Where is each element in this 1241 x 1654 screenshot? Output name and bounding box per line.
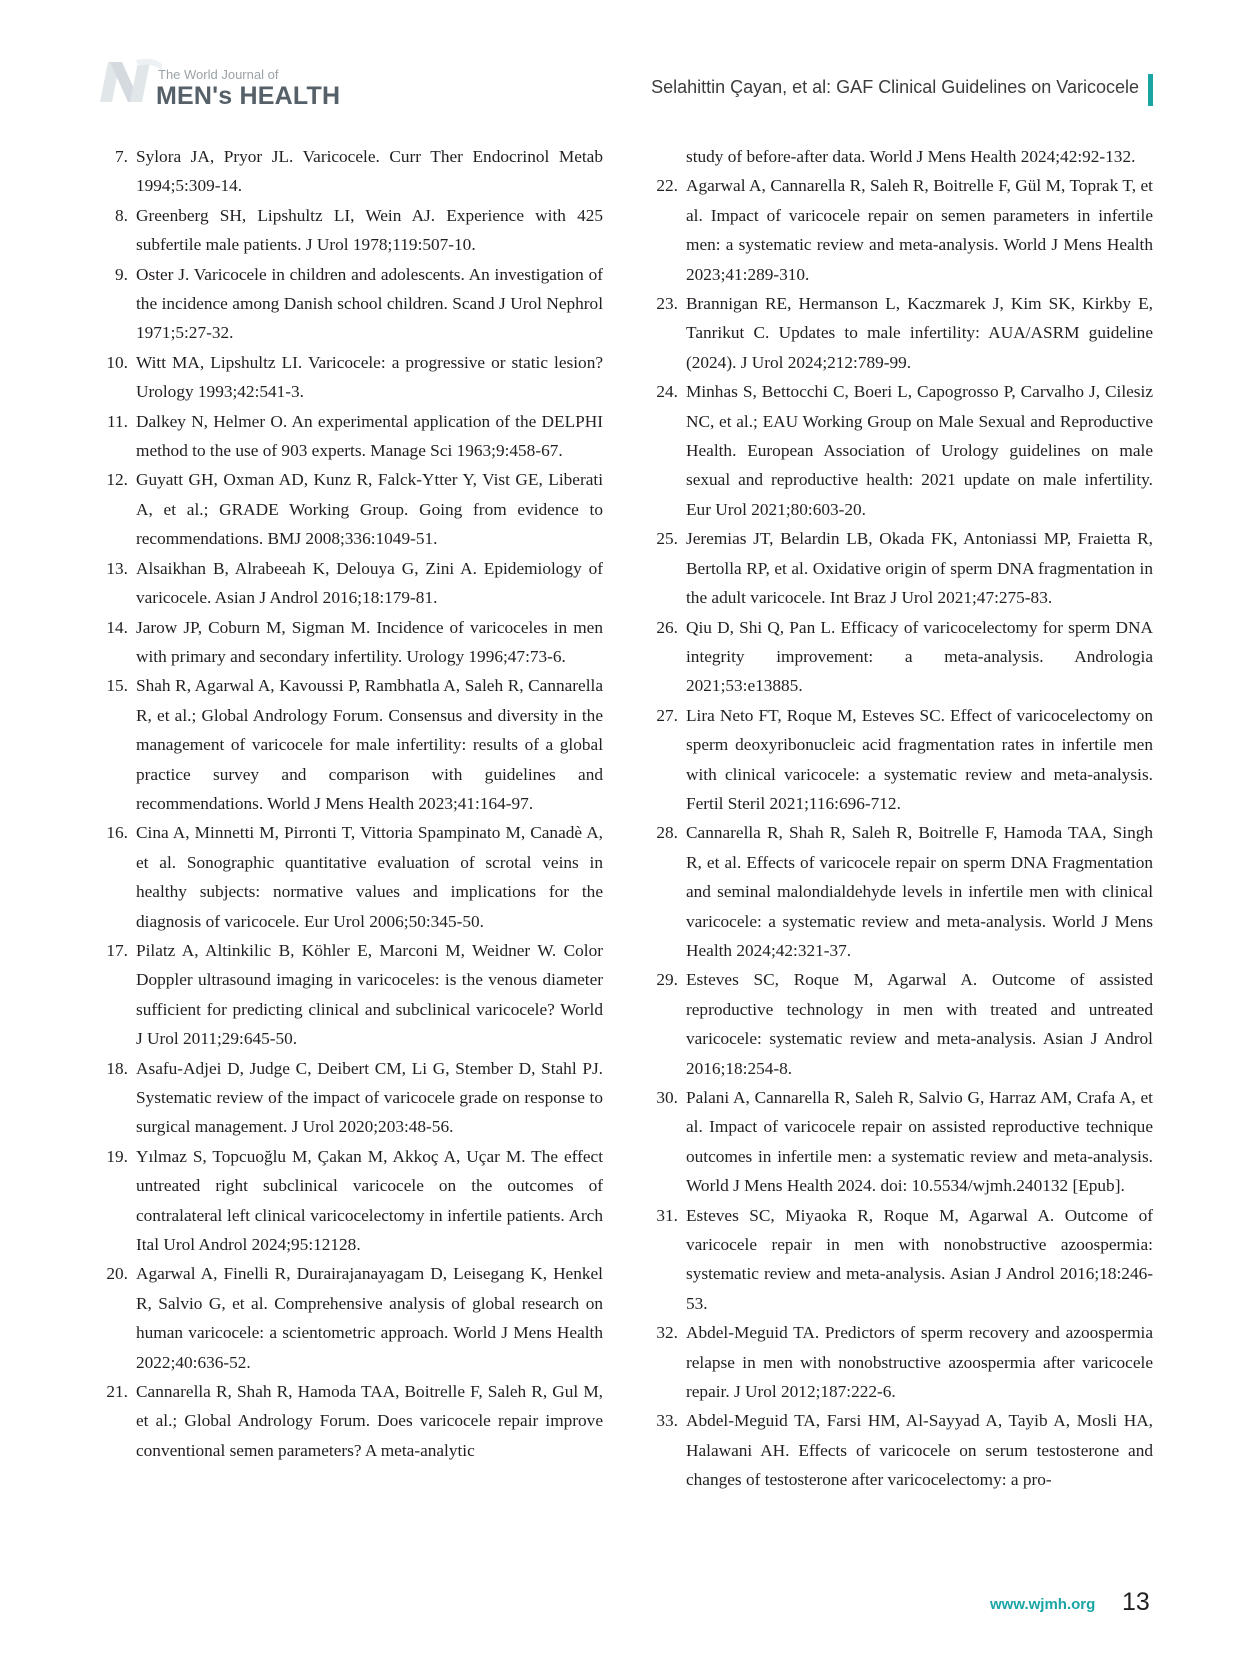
journal-url[interactable]: www.wjmh.org [990,1596,1096,1613]
reference-number: 8. [115,205,128,225]
reference-item [100,201,603,260]
reference-text: Shah R, Agarwal A, Kavoussi P, Rambhatla A, Saleh R, Cannarella R, et al.; Global Andrology Forum. Consensus and diversity in the management of varicocele for male infertility: results of a global practice survey and comparison with guidelines and recommendations. World J Mens Health 2023;41:164-97. [136,676,603,813]
reference-number: 11. [107,411,128,431]
reference-text: Dalkey N, Helmer O. An experimental application of the DELPHI method to the use of 903 experts. Manage Sci 1963;9:458-67. [136,411,603,461]
reference-item [100,613,603,672]
reference-text: Cannarella R, Shah R, Hamoda TAA, Boitrelle F, Saleh R, Gul M, et al.; Global Andrology Forum. Does varicocele repair improve conventional semen parameters? A meta-analytic [136,1382,603,1460]
reference-number: 13. [106,558,128,578]
reference-text: Cina A, Minnetti M, Pirronti T, Vittoria Spampinato M, Canadè A, et al. Sonographic quantitative evaluation of scrotal veins in healthy subjects: normative values and implications for the diagnosis of varicocele. Eur Urol 2006;50:345-50. [136,823,603,931]
reference-text: Abdel-Meguid TA. Predictors of sperm recovery and azoospermia relapse in men with nonobstructive azoospermia after varicocele repair. J Urol 2012;187:222-6. [686,1323,1153,1402]
reference-text: Esteves SC, Roque M, Agarwal A. Outcome of assisted reproductive technology in men with treated and untreated varicocele: systematic review and meta-analysis. Asian J Androl 2016;18:254-8. [686,970,1153,1078]
references-left-column [100,142,603,1465]
reference-number: 25. [656,529,678,549]
reference-item [650,1318,1153,1406]
reference-item [100,142,603,201]
reference-item [100,465,603,553]
reference-text: Minhas S, Bettocchi C, Boeri L, Capogrosso P, Carvalho J, Cilesiz NC, et al.; EAU Working Group on Male Sexual and Reproductive Health. European Association of Urology guidelines on male sexual and reproductive health: 2021 update on male infertility. Eur Urol 2021;80:603-20. [686,382,1153,519]
reference-text: Jeremias JT, Belardin LB, Okada FK, Antoniassi MP, Fraietta R, Bertolla RP, et al. Oxidative origin of sperm DNA fragmentation in the adult varicocele. Int Braz J Urol 2021;47:275-83. [686,529,1153,608]
reference-item [100,554,603,613]
running-head: Selahittin Çayan, et al: GAF Clinical Guidelines on Varicocele [651,77,1139,97]
reference-number: 14. [106,617,128,637]
reference-text: Palani A, Cannarella R, Saleh R, Salvio G, Harraz AM, Crafa A, et al. Impact of varicocele repair on assisted reproductive technique outcomes in infertile men: a systematic review and meta-analysis. World J Mens Health 2024. doi: 10.5534/wjmh.240132 [Epub]. [686,1088,1153,1196]
reference-number: 16. [106,823,128,843]
page-number: 13 [1122,1588,1150,1616]
reference-number: 10. [106,352,128,372]
reference-number: 15. [106,676,128,696]
reference-item [650,1406,1153,1494]
reference-text: Yılmaz S, Topcuoğlu M, Çakan M, Akkoç A, Uçar M. The effect untreated right subclinical varicocele on the outcomes of contralateral left clinical varicocelectomy in infertile patients. Arch Ital Urol Androl 2024;95:12128. [136,1146,603,1255]
reference-text: Abdel-Meguid TA, Farsi HM, Al-Sayyad A, Tayib A, Mosli HA, Halawani AH. Effects of varicocele on serum testosterone and changes of testosterone after varicocelectomy: a pro- [686,1411,1153,1490]
reference-text: Alsaikhan B, Alrabeeah K, Delouya G, Zini A. Epidemiology of varicocele. Asian J Androl 2016;18:179-81. [136,558,603,608]
journal-logo-mark-icon [100,58,162,106]
reference-text: Agarwal A, Finelli R, Durairajanayagam D, Leisegang K, Henkel R, Salvio G, et al. Comprehensive analysis of global research on human varicocele: a scientometric approach. World J Mens Health 2022;40:636-52. [136,1264,603,1372]
reference-item [650,818,1153,965]
reference-item [650,289,1153,377]
reference-number: 26. [656,617,678,637]
reference-text: Jarow JP, Coburn M, Sigman M. Incidence of varicoceles in men with primary and secondary infertility. Urology 1996;47:73-6. [136,617,603,666]
reference-item [100,936,603,1054]
reference-number: 17. [106,940,128,960]
reference-text: Pilatz A, Altinkilic B, Köhler E, Marconi M, Weidner W. Color Doppler ultrasound imaging in varicoceles: is the venous diameter sufficient for predicting clinical and subclinical varicocele? World J Urol 2011;29:645-50. [136,940,603,1049]
reference-text: Cannarella R, Shah R, Saleh R, Boitrelle F, Hamoda TAA, Singh R, et al. Effects of varicocele repair on sperm DNA Fragmentation and seminal malondialdehyde levels in infertile men with clinical varicocele: a systematic review and meta-analysis. World J Mens Health 2024;42:321-37. [686,823,1153,960]
reference-number: 9. [115,264,128,284]
reference-item [100,260,603,348]
reference-number: 22. [656,176,678,196]
reference-item [100,671,603,818]
reference-text: Witt MA, Lipshultz LI. Varicocele: a progressive or static lesion? Urology 1993;42:541-3. [136,352,603,402]
reference-text: Oster J. Varicocele in children and adolescents. An investigation of the incidence among Danish school children. Scand J Urol Nephrol 1971;5:27-32. [136,264,603,343]
reference-number: 24. [656,382,678,402]
reference-text: Esteves SC, Miyaoka R, Roque M, Agarwal A. Outcome of varicocele repair in men with nonobstructive azoospermia: systematic review and meta-analysis. Asian J Androl 2016;18:246-53. [686,1205,1153,1313]
reference-number: 29. [656,970,678,990]
reference-item [650,1083,1153,1201]
journal-name-top: The World Journal of [158,67,279,82]
reference-text: Brannigan RE, Hermanson L, Kaczmarek J, Kim SK, Kirkby E, Tanrikut C. Updates to male infertility: AUA/ASRM guideline (2024). J Urol 2024;212:789-99. [686,294,1153,372]
reference-item [100,348,603,407]
reference-text: Greenberg SH, Lipshultz LI, Wein AJ. Experience with 425 subfertile male patients. J Urol 1978;119:507-10. [136,205,603,255]
reference-item [100,818,603,936]
reference-item [650,965,1153,1083]
reference-item [100,1054,603,1142]
reference-item [650,701,1153,819]
journal-name-main: MEN's HEALTH [156,82,341,110]
reference-number: 33. [656,1411,678,1431]
reference-text: Qiu D, Shi Q, Pan L. Efficacy of varicocelectomy for sperm DNA integrity improvement: a meta-analysis. Andrologia 2021;53:e13885. [686,617,1153,696]
reference-text: Agarwal A, Cannarella R, Saleh R, Boitrelle F, Gül M, Toprak T, et al. Impact of varicocele repair on semen parameters in infertile men: a systematic review and meta-analysis. World J Mens Health 2023;41:289-310. [686,176,1153,284]
reference-text: Sylora JA, Pryor JL. Varicocele. Curr Ther Endocrinol Metab 1994;5:309-14. [136,147,603,196]
reference-number: 19. [106,1146,128,1166]
reference-item [100,1142,603,1260]
journal-logo [100,58,360,114]
reference-number: 31. [656,1205,678,1225]
reference-number: 32. [656,1323,678,1343]
reference-item [100,1259,603,1377]
references-right-column [650,142,1153,1495]
reference-text: Guyatt GH, Oxman AD, Kunz R, Falck-Ytter Y, Vist GE, Liberati A, et al.; GRADE Working Group. Going from evidence to recommendations. BMJ 2008;336:1049-51. [136,470,603,549]
reference-number: 20. [106,1264,128,1284]
reference-number: 30. [656,1088,678,1107]
reference-item [100,407,603,466]
reference-item [650,377,1153,524]
reference-item [650,613,1153,701]
reference-number: 18. [106,1058,128,1078]
reference-item [650,524,1153,612]
header-accent-bar [1148,74,1153,106]
reference-item [650,1201,1153,1319]
reference-number: 7. [115,147,128,166]
reference-text: study of before-after data. World J Mens Health 2024;42:92-132. [686,147,1136,166]
reference-text: Lira Neto FT, Roque M, Esteves SC. Effect of varicocelectomy on sperm deoxyribonucleic acid fragmentation rates in infertile men with clinical varicocele: a systematic review and meta-analysis. Fertil Steril 2021;116:696-712. [686,705,1153,813]
reference-number: 21. [106,1382,128,1402]
reference-item [100,1377,603,1465]
reference-number: 12. [106,470,128,490]
reference-text: Asafu-Adjei D, Judge C, Deibert CM, Li G, Stember D, Stahl PJ. Systematic review of the impact of varicocele grade on response to surgical management. J Urol 2020;203:48-56. [136,1058,603,1137]
reference-number: 28. [656,823,678,843]
reference-item [650,142,1153,171]
reference-number: 23. [656,294,678,314]
reference-number: 27. [656,705,678,725]
reference-item [650,171,1153,289]
